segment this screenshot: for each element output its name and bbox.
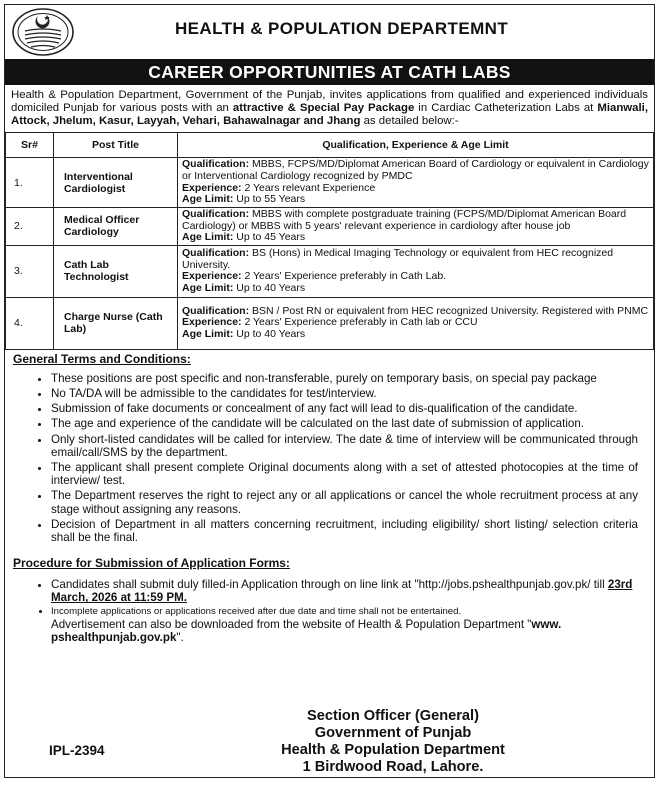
row-sr: 2.: [6, 208, 54, 246]
list-item: • Only short-listed candidates will be called for interview. The date & time of interview will be communicated through email/call/SMS by the department.: [51, 433, 654, 459]
list-item: [51, 578, 654, 604]
signature-line-2: Government of Punjab: [314, 725, 472, 741]
row-post-title: Interventional Cardiologist: [54, 158, 178, 208]
download-note: [5, 618, 654, 644]
signature-line-3: Health & Population Department: [281, 742, 505, 758]
experience-value: 2 Years' Experience preferably in Cath Lab.: [241, 270, 447, 283]
posts-table: [5, 132, 654, 350]
intro-paragraph: [5, 85, 654, 132]
list-item: • These positions are post specific and non-transferable, purely on temporary basis, on special pay package: [51, 372, 654, 385]
row-details: [178, 208, 654, 246]
header: [5, 5, 654, 59]
list-item: • No TA/DA will be admissible to the candidates for test/interview.: [51, 387, 654, 400]
procedure-link-text: Candidates shall submit duly filled-in Application through on line link at "http://jobs.pshealthpunjab.gov.pk/ till: [51, 578, 608, 592]
label-age: Age Limit:: [182, 231, 234, 244]
signature-line-1: Section Officer (General): [307, 708, 479, 724]
procedure-list: [5, 578, 654, 618]
age-value: Up to 40 Years: [233, 281, 306, 294]
list-item: • The applicant shall present complete Original documents along with a set of attested photocopies at the time of interview/ test.: [51, 461, 654, 487]
label-qualification: Qualification:: [182, 304, 250, 317]
age-value: Up to 45 Years: [233, 231, 306, 244]
label-qualification: Qualification:: [182, 208, 250, 220]
label-age: Age Limit:: [182, 281, 234, 294]
row-post-title: Charge Nurse (Cath Lab): [54, 297, 178, 349]
table-row: [6, 158, 654, 208]
terms-list: [5, 372, 654, 544]
table-row: [6, 245, 654, 297]
intro-pay-package: attractive & Special Pay Package: [232, 102, 415, 114]
qualification-value: MBBS with complete postgraduate training (FCPS/MD/Diplomat American Board Cardiology) or MBBS with 5 years' relevant experience in cardiology after house job: [182, 208, 627, 232]
download-end: ".: [176, 631, 184, 645]
qualification-value: BSN / Post RN or equivalent from HEC recognized University. Registered with PNMC: [249, 304, 649, 317]
row-post-title: Cath Lab Technologist: [54, 245, 178, 297]
website-link[interactable]: www. pshealthpunjab.gov.pk: [51, 617, 562, 645]
intro-text-3: as detailed below:-: [360, 115, 459, 127]
label-age: Age Limit:: [182, 193, 234, 206]
qualification-value: BS (Hons) in Medical Imaging Technology or equivalent from HEC recognized University.: [182, 247, 614, 271]
label-experience: Experience:: [182, 270, 242, 283]
row-details: [178, 158, 654, 208]
row-sr: 3.: [6, 245, 54, 297]
label-experience: Experience:: [182, 316, 242, 329]
list-item: • The Department reserves the right to reject any or all applications or cancel the whole recruitment process at any stage without assigning any reasons.: [51, 489, 654, 515]
table-row: [6, 297, 654, 349]
intro-text-1: Health & Population Department, Government of the Punjab, invites applications from qualified and experienced individuals domiciled Punjab for various posts with an: [11, 89, 648, 114]
label-qualification: Qualification:: [182, 247, 250, 260]
experience-value: 2 Years relevant Experience: [241, 181, 376, 194]
terms-heading: General Terms and Conditions:: [13, 351, 191, 366]
table-row: [6, 208, 654, 246]
qualification-value: MBBS, FCPS/MD/Diplomat American Board of Cardiology or equivalent in Cardiology or Interventional Cardiology recognized by PMDC: [182, 158, 649, 182]
table-header-row: [6, 133, 654, 158]
row-sr: 1.: [6, 158, 54, 208]
deadline-text: 23rd March, 2026 at 11:59 PM.: [51, 578, 633, 605]
signature-line-4: 1 Birdwood Road, Lahore.: [302, 759, 484, 775]
row-sr: 4.: [6, 297, 54, 349]
ipl-reference: IPL-2394: [49, 743, 105, 758]
label-experience: Experience:: [182, 181, 242, 194]
row-post-title: Medical Officer Cardiology: [54, 208, 178, 246]
experience-value: 2 Years' Experience preferably in Cath lab or CCU: [241, 316, 478, 329]
row-details: [178, 297, 654, 349]
list-item: • Incomplete applications or applications received after due date and time shall not be entertained.: [51, 605, 654, 618]
signature-block: [243, 708, 543, 776]
procedure-heading: Procedure for Submission of Application Forms:: [13, 556, 290, 571]
age-value: Up to 40 Years: [233, 328, 306, 341]
advertisement-page: [4, 4, 655, 778]
intro-text-2: in Cardiac Catheterization Labs at: [414, 102, 598, 114]
download-text: Advertisement can also be downloaded from the website of Health & Population Department ": [51, 617, 532, 631]
banner-title: CAREER OPPORTUNITIES AT CATH LABS: [5, 59, 654, 85]
row-details: [178, 245, 654, 297]
list-item: • Decision of Department in all matters concerning recruitment, including eligibility/ short listing/ selection criteria shall be the final.: [51, 518, 654, 544]
header-sr: Sr#: [6, 133, 54, 158]
list-item: • Submission of fake documents or concealment of any fact will lead to dis-qualification of the candidate.: [51, 402, 654, 415]
label-qualification: Qualification:: [182, 158, 250, 171]
intro-locations: Mianwali, Attock, Jhelum, Kasur, Layyah, Vehari, Bahawalnagar and Jhang: [11, 102, 648, 127]
header-qualification: Qualification, Experience & Age Limit: [178, 133, 654, 158]
header-post-title: Post Title: [54, 133, 178, 158]
punjab-government-logo-icon: [11, 7, 75, 57]
age-value: Up to 55 Years: [233, 193, 306, 206]
department-title: HEALTH & POPULATION DEPARTEMNT: [175, 19, 509, 38]
list-item: • The age and experience of the candidate will be calculated on the last date of submission of application.: [51, 417, 654, 430]
label-age: Age Limit:: [182, 328, 234, 341]
